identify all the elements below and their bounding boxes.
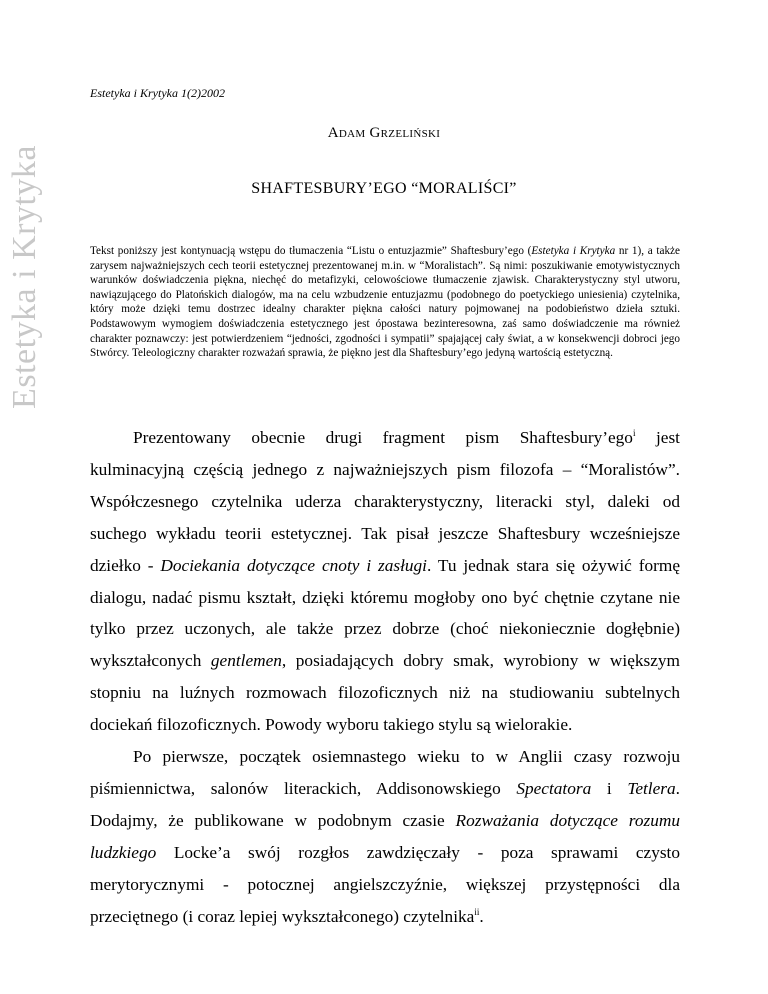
journal-citation: Estetyka i Krytyka 1(2)2002 <box>90 86 225 100</box>
paragraph-text: . Tu jednak stara się ożywić formę dialogu, nadać pismu kształt, dzięki któremu mogłoby ono być chętnie czytane nie tylko przez uczonych, ale także przez dobrze (choć niekoniecznie dogłębnie) wykształconych <box>90 555 680 671</box>
abstract <box>90 244 680 361</box>
paragraph-1 <box>90 422 680 741</box>
abstract-text: nr 1), a także zarysem najważniejszych cech teorii estetycznej prezentowanej m.in. w “Moralistach”. Są nimi: poszukiwanie emotywistycznych warunków doświadczenia piękna, niechęć do metafizyki, celowościowe tłumaczenie zjawisk. Charakterystyczny styl utworu, nawiązującego do Platońskich dialogów, ma na celu wzbudzenie entuzjazmu (podobnego do poetyckiego uniesienia) czytelnika, który może dzięki temu dostrzec idealny charakter piękna całości natury pojmowanej na podobieństwo dzieła sztuki. Podstawowym wymogiem doświadczenia estetycznego jest ópostawa bezinteresowna, zaś samo doświadczenie ma również charakter poznawczy: jest potwierdzeniem “jedności, zgodności i sympatii” spajającej cały świat, a w konsekwencji dobroci jego Stwórcy. Teleologiczny charakter rozważań sprawia, że piękno jest dla Shaftesbury’ego jedyną wartością estetyczną. <box>90 245 680 360</box>
paragraph-text: Prezentowany obecnie drugi fragment pism Shaftesbury’ego <box>133 428 633 447</box>
abstract-journal-ref: Estetyka i Krytyka <box>531 245 616 257</box>
italic-term: gentlemen <box>210 651 282 671</box>
paragraph-2 <box>90 741 680 932</box>
footnote-ref-ii[interactable]: ii <box>474 906 480 917</box>
italic-title: Rozważania dotyczące rozumu ludzkiego <box>90 810 680 862</box>
italic-title: Tetlera <box>627 778 676 798</box>
paragraph-text: i <box>591 778 628 798</box>
paragraph-text: Locke’a swój rozgłos zawdzięczały - poza sprawami czysto merytorycznymi - potocznej angielszczyźnie, większej przystępności dla przeciętnego (i coraz lepiej wykształconego) czytelnika <box>90 842 680 926</box>
paragraph-text: . Dodajmy, że publikowane w podobnym czasie <box>90 778 680 830</box>
article-title: SHAFTESBURY’EGO “MORALIŚCI” <box>251 180 517 197</box>
italic-title: Spectatora <box>516 778 592 798</box>
footnote-ref-i[interactable]: i <box>632 428 636 439</box>
paragraph-text: , posiadających dobry smak, wyrobiony w większym stopniu na luźnych rozmowach filozoficznych niż na studiowaniu subtelnych dociekań filozoficznych. Powody wyboru takiego stylu są wielorakie. <box>90 651 680 735</box>
paragraph-text: . <box>479 906 484 926</box>
article-body <box>90 422 680 933</box>
author-name: Adam Grzeliński <box>327 125 441 141</box>
abstract-text: Tekst poniższy jest kontynuacją wstępu do tłumaczenia “Listu o entuzjazmie” Shaftesbury’ego ( <box>90 245 532 257</box>
paragraph-text: jest kulminacyjną częścią jednego z najważniejszych pism filozofa – “Moralistów”. Współczesnego czytelnika uderza charakterystyczny, literacki styl, daleki od suchego wykładu teorii estetycznej. Tak pisał jeszcze Shaftesbury wcześniejsze dziełko - <box>90 428 680 575</box>
paragraph-text: Po pierwsze, początek osiemnastego wieku to w Anglii czasy rozwoju piśmiennictwa, salonów literackich, Addisonowskiego <box>90 747 680 798</box>
journal-watermark: Estetyka i Krytyka <box>6 145 43 409</box>
italic-title: Dociekania dotyczące cnoty i zasługi <box>160 555 427 575</box>
